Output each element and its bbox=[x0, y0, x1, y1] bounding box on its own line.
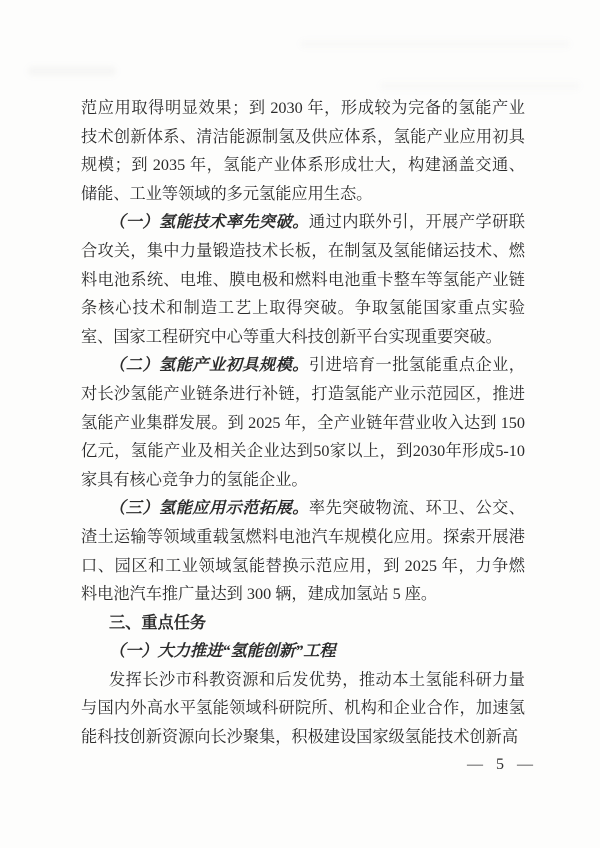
paragraph bbox=[81, 666, 525, 752]
text-line: 料电池系统、电堆、膜电极和燃料电池重卡整车等氢能产业链 bbox=[81, 270, 525, 289]
text-line: 与国内外高水平氢能领域科研院所、机构和企业合作，加速氢 bbox=[81, 699, 525, 718]
paragraph bbox=[81, 494, 525, 608]
text-line: 储能、工业等领域的多元氢能应用生态。 bbox=[81, 184, 373, 203]
paragraph bbox=[81, 351, 525, 494]
subsection-heading bbox=[81, 637, 525, 666]
paragraph bbox=[81, 208, 525, 351]
text-line: 范应用取得明显效果；到 2030 年，形成较为完备的氢能产业 bbox=[81, 99, 525, 117]
text-run: 率先突破物流、环卫、公交、 bbox=[308, 499, 525, 518]
text-line: 家具有核心竞争力的氢能企业。 bbox=[81, 470, 308, 489]
scan-artifact bbox=[28, 66, 116, 76]
text-line: 口、园区和工业领域氢能替换示范应用，到 2025 年，力争燃 bbox=[81, 556, 525, 575]
scan-artifact bbox=[380, 82, 580, 90]
text-line: 合攻关，集中力量锻造技术长板，在制氢及氢能储运技术、燃 bbox=[81, 241, 525, 260]
text-line: 规模；到 2035 年，氢能产业体系形成壮大，构建涵盖交通、 bbox=[81, 156, 525, 175]
text-line: 发挥长沙市科教资源和后发优势，推动本土氢能科研力量 bbox=[109, 670, 525, 689]
text-line: 室、国家工程研究中心等重大科技创新平台实现重要突破。 bbox=[81, 327, 502, 346]
section-heading bbox=[81, 609, 525, 638]
text-line bbox=[81, 494, 525, 523]
text-line: 对长沙氢能产业链条进行补链，打造氢能产业示范园区，推进 bbox=[81, 384, 525, 403]
scan-artifact bbox=[300, 40, 570, 48]
text-line: 能科技创新资源向长沙聚集，积极建设国家级氢能技术创新高 bbox=[81, 728, 519, 747]
page-number: — 5 — bbox=[467, 756, 535, 773]
text-line: 料电池汽车推广量达到 300 辆，建成加氢站 5 座。 bbox=[81, 585, 438, 604]
section-lead: （三）氢能应用示范拓展。 bbox=[109, 499, 309, 518]
heading-level1: 三、重点任务 bbox=[109, 613, 207, 632]
text-line bbox=[81, 351, 525, 380]
paragraph bbox=[81, 94, 525, 208]
text-line: 亿元，氢能产业及相关企业达到50家以上，到2030年形成5-10 bbox=[81, 442, 525, 461]
text-line: 氢能产业集群发展。到 2025 年，全产业链年营业收入达到 150 bbox=[81, 413, 525, 432]
section-lead: （二）氢能产业初具规模。 bbox=[109, 356, 309, 375]
document-content bbox=[81, 94, 525, 752]
text-run: 通过内联外引，开展产学研联 bbox=[308, 213, 525, 232]
text-run: 引进培育一批氢能重点企业， bbox=[308, 356, 525, 375]
text-line: 技术创新体系、清洁能源制氢及供应体系，氢能产业应用初具 bbox=[81, 127, 525, 146]
section-lead: （一）氢能技术率先突破。 bbox=[109, 213, 309, 232]
heading-level2: （一）大力推进“氢能创新”工程 bbox=[109, 642, 336, 661]
text-line: 条核心技术和制造工艺上取得突破。争取氢能国家重点实验 bbox=[81, 299, 525, 318]
text-line: 渣土运输等领域重载氢燃料电池汽车规模化应用。探索开展港 bbox=[81, 527, 525, 546]
text-line bbox=[81, 208, 525, 237]
